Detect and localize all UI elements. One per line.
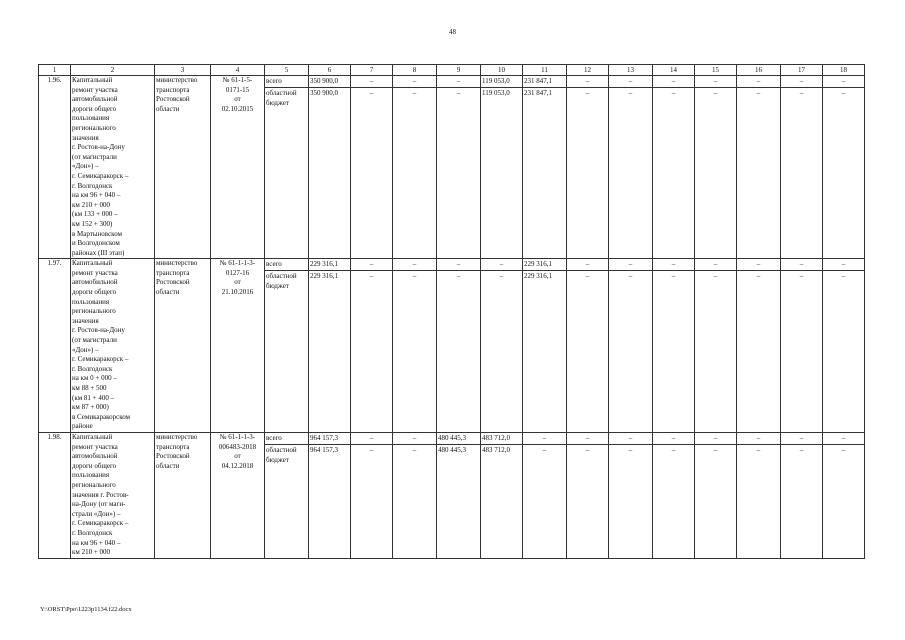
amount-cell — [653, 259, 695, 433]
amount-cell — [351, 259, 393, 433]
amount-value: – — [393, 259, 436, 271]
amount-value: – — [781, 433, 822, 445]
amount-cell — [481, 432, 523, 558]
amount-value: – — [823, 433, 864, 445]
responsible-organization — [155, 259, 211, 433]
amount-value: – — [351, 259, 392, 271]
desc-line: регионального — [72, 480, 116, 489]
amount-value: – — [695, 76, 736, 88]
amount-cell — [481, 76, 523, 259]
desc-line: «Дон») – — [72, 162, 99, 171]
amount-value: – — [628, 89, 633, 97]
amount-value: – — [671, 272, 676, 281]
org-line: министерство — [156, 432, 198, 441]
amount-value: – — [542, 445, 547, 454]
doc-line: № 61-1-1-3- — [219, 432, 256, 441]
table-row — [39, 76, 865, 259]
amount-cell — [695, 76, 737, 259]
amount-value: – — [841, 445, 846, 454]
amount-value: – — [585, 445, 590, 454]
amount-value: – — [737, 76, 780, 88]
amount-cell — [823, 432, 865, 558]
amount-value: 119 053,0 — [482, 89, 510, 97]
amount-value: – — [671, 445, 676, 454]
desc-line: и Волгодонском — [72, 239, 120, 248]
funding-source-label: всего — [265, 76, 308, 88]
funding-source-label: всего — [265, 433, 308, 445]
amount-cell — [695, 432, 737, 558]
column-header: 9 — [437, 65, 481, 76]
document-reference — [211, 259, 265, 433]
desc-line: г. Семикаракорск – — [72, 171, 129, 180]
amount-value: – — [799, 272, 804, 281]
amount-value: – — [351, 76, 392, 88]
column-header: 7 — [351, 65, 393, 76]
desc-line: дороги общего — [72, 288, 117, 297]
amount-cell — [523, 76, 567, 259]
desc-line: в Мартыновском — [72, 229, 123, 238]
amount-value: – — [567, 76, 608, 88]
amount-cell — [567, 259, 609, 433]
doc-line: от — [234, 278, 241, 287]
column-header: 2 — [71, 65, 155, 76]
desc-line: г. Волгодонск — [72, 528, 113, 537]
desc-line: г. Ростов-на-Дону — [72, 326, 125, 335]
org-line: транспорта — [156, 268, 190, 277]
amount-value: 119 053,0 — [481, 76, 522, 88]
amount-cell — [393, 432, 437, 558]
amount-value: – — [567, 259, 608, 271]
desc-line: на км 0 + 000 – — [72, 374, 117, 383]
amount-value: – — [781, 259, 822, 271]
amount-value: – — [737, 259, 780, 271]
document-reference — [211, 432, 265, 558]
amount-cell — [437, 76, 481, 259]
desc-line: автомобильной — [72, 278, 118, 287]
amount-value: – — [437, 259, 480, 271]
page-number: 48 — [449, 28, 456, 36]
amount-cell — [737, 76, 781, 259]
desc-line: (от магистрали — [72, 336, 117, 345]
amount-cell — [393, 259, 437, 433]
table-body — [39, 76, 865, 559]
column-header: 12 — [567, 65, 609, 76]
amount-value: – — [609, 259, 652, 271]
amount-value: – — [713, 89, 718, 97]
file-path-footer: Y:\ORST\Ppo\1223p1134.f22.docx — [40, 606, 132, 613]
desc-line: «Дон») – — [72, 345, 99, 354]
amount-value: 231 847,1 — [523, 76, 566, 88]
amount-cell — [567, 76, 609, 259]
amount-cell — [523, 259, 567, 433]
amount-value: – — [841, 272, 846, 281]
row-number: 1.98. — [39, 432, 71, 558]
org-line: Ростовской — [156, 278, 190, 287]
amount-value: 229 316,1 — [310, 272, 338, 281]
desc-line: г. Семикаракорск – — [72, 519, 129, 528]
amount-cell — [309, 76, 351, 259]
amount-value: – — [499, 272, 504, 281]
amount-cell — [781, 432, 823, 558]
object-description — [71, 76, 155, 259]
amount-value: – — [567, 433, 608, 445]
desc-line: дороги общего — [72, 104, 117, 113]
desc-line: страли «Дон») – — [72, 509, 121, 518]
org-line: министерство — [156, 76, 198, 84]
desc-line: Капитальный — [72, 432, 113, 441]
amount-value: – — [456, 89, 461, 97]
object-description — [71, 432, 155, 558]
responsible-organization — [155, 76, 211, 259]
org-line: области — [156, 461, 180, 470]
amount-value: 964 157,3 — [309, 433, 350, 445]
amount-cell — [567, 432, 609, 558]
amount-value: – — [369, 445, 374, 454]
amount-value: – — [695, 259, 736, 271]
desc-line: Капитальный — [72, 259, 113, 268]
org-line: министерство — [156, 259, 198, 268]
amount-value: – — [781, 76, 822, 88]
funding-source-label: всего — [265, 259, 308, 271]
org-line: Ростовской — [156, 452, 190, 461]
row-number: 1.96. — [39, 76, 71, 259]
desc-line: (км 133 + 000 – — [72, 210, 118, 219]
amount-value: – — [628, 272, 633, 281]
desc-line: км 87 + 000) — [72, 403, 109, 412]
funding-source-label: областной бюджет — [266, 89, 297, 107]
doc-line: от — [234, 452, 241, 461]
doc-line: 21.10.2016 — [221, 288, 254, 297]
amount-cell — [737, 432, 781, 558]
amount-value: – — [671, 89, 676, 97]
amount-value: – — [437, 76, 480, 88]
doc-line: 02.10.2015 — [221, 104, 254, 113]
amount-cell — [653, 432, 695, 558]
desc-line: пользования — [72, 471, 110, 480]
column-header: 16 — [737, 65, 781, 76]
amount-value: – — [756, 445, 761, 454]
amount-value: – — [369, 272, 374, 281]
amount-cell — [437, 432, 481, 558]
desc-line: автомобильной — [72, 95, 118, 104]
amount-cell — [481, 259, 523, 433]
column-header: 11 — [523, 65, 567, 76]
column-header: 5 — [265, 65, 309, 76]
column-header: 18 — [823, 65, 865, 76]
amount-cell — [781, 259, 823, 433]
amount-cell — [823, 259, 865, 433]
amount-value: 964 157,3 — [310, 445, 338, 454]
funding-source — [265, 76, 309, 259]
amount-value: – — [841, 89, 846, 97]
desc-line: км 210 + 000 — [72, 200, 111, 209]
amount-value: 350 900,0 — [309, 76, 350, 88]
amount-cell — [309, 259, 351, 433]
amount-value: – — [756, 272, 761, 281]
column-header: 4 — [211, 65, 265, 76]
amount-cell — [393, 76, 437, 259]
amount-value: 480 445,3 — [438, 445, 466, 454]
desc-line: на-Дону (от маги- — [72, 500, 126, 509]
doc-line: 006483-2018 — [218, 442, 257, 451]
desc-line: автомобильной — [72, 452, 118, 461]
org-line: области — [156, 104, 180, 113]
amount-value: 229 316,1 — [524, 272, 552, 281]
amount-cell — [351, 76, 393, 259]
org-line: Ростовской — [156, 95, 190, 104]
amount-value: – — [393, 76, 436, 88]
desc-line: (км 81 + 400 – — [72, 393, 115, 402]
column-header: 1 — [39, 65, 71, 76]
desc-line: на км 96 + 040 – — [72, 538, 121, 547]
column-header: 8 — [393, 65, 437, 76]
doc-line: 04.12.2018 — [221, 461, 254, 470]
funding-source-label: областной бюджет — [266, 272, 297, 291]
desc-line: районах (III этап) — [72, 248, 125, 257]
column-header: 3 — [155, 65, 211, 76]
desc-line: (от магистрали — [72, 152, 117, 161]
budget-table — [38, 64, 865, 559]
amount-value: – — [585, 272, 590, 281]
amount-value: – — [393, 433, 436, 445]
amount-cell — [437, 259, 481, 433]
desc-line: пользования — [72, 114, 110, 123]
amount-value: – — [351, 433, 392, 445]
amount-value: – — [412, 89, 417, 97]
desc-line: значения — [72, 316, 99, 325]
doc-line: от — [234, 95, 241, 104]
row-number: 1.97. — [39, 259, 71, 433]
desc-line: значения г. Ростов- — [72, 490, 129, 499]
amount-cell — [609, 259, 653, 433]
amount-value: – — [369, 89, 374, 97]
funding-source — [265, 259, 309, 433]
org-line: области — [156, 288, 180, 297]
amount-value: – — [823, 259, 864, 271]
amount-value: – — [713, 445, 718, 454]
column-number-row — [39, 65, 865, 76]
funding-source — [265, 432, 309, 558]
amount-value: – — [412, 445, 417, 454]
desc-line: г. Ростов-на-Дону — [72, 143, 125, 152]
column-header: 10 — [481, 65, 523, 76]
amount-cell — [309, 432, 351, 558]
amount-value: 229 316,1 — [309, 259, 350, 271]
amount-cell — [695, 259, 737, 433]
desc-line: пользования — [72, 297, 110, 306]
amount-cell — [523, 432, 567, 558]
amount-value: – — [653, 259, 694, 271]
desc-line: г. Волгодонск — [72, 181, 113, 190]
amount-value: – — [756, 89, 761, 97]
amount-value: – — [585, 89, 590, 97]
doc-line: № 61-1-5- — [222, 76, 253, 84]
desc-line: регионального — [72, 123, 116, 132]
object-description — [71, 259, 155, 433]
amount-cell — [351, 432, 393, 558]
desc-line: значения — [72, 133, 99, 142]
amount-cell — [781, 76, 823, 259]
amount-cell — [823, 76, 865, 259]
amount-value: – — [456, 272, 461, 281]
desc-line: км 210 + 000 — [72, 548, 111, 557]
amount-value: – — [653, 433, 694, 445]
amount-value: – — [799, 445, 804, 454]
document-reference — [211, 76, 265, 259]
amount-value: – — [713, 272, 718, 281]
amount-value: 350 900,0 — [310, 89, 338, 97]
amount-cell — [737, 259, 781, 433]
column-header: 17 — [781, 65, 823, 76]
amount-value: 483 712,0 — [481, 433, 522, 445]
funding-source-label: областной бюджет — [266, 445, 297, 464]
org-line: транспорта — [156, 442, 190, 451]
amount-value: – — [523, 433, 566, 445]
table-row — [39, 259, 865, 433]
desc-line: км 152 + 300) — [72, 219, 113, 228]
amount-value: – — [609, 433, 652, 445]
column-header: 13 — [609, 65, 653, 76]
amount-cell — [609, 76, 653, 259]
responsible-organization — [155, 432, 211, 558]
amount-value: – — [653, 76, 694, 88]
column-header: 6 — [309, 65, 351, 76]
desc-line: в Семикаракорском — [72, 412, 131, 421]
column-header: 14 — [653, 65, 695, 76]
doc-line: 0127-16 — [225, 268, 250, 277]
desc-line: на км 96 + 040 – — [72, 191, 121, 200]
amount-value: 483 712,0 — [482, 445, 510, 454]
column-header: 15 — [695, 65, 737, 76]
desc-line: ремонт участка — [72, 85, 118, 94]
desc-line: дороги общего — [72, 461, 117, 470]
amount-value: 229 316,1 — [523, 259, 566, 271]
amount-value: 480 445,3 — [437, 433, 480, 445]
desc-line: ремонт участка — [72, 442, 118, 451]
desc-line: Капитальный — [72, 76, 113, 84]
amount-cell — [609, 432, 653, 558]
amount-value: – — [628, 445, 633, 454]
org-line: транспорта — [156, 85, 190, 94]
doc-line: № 61-1-1-3- — [219, 259, 256, 268]
amount-value: – — [609, 76, 652, 88]
amount-value: – — [799, 89, 804, 97]
amount-cell — [653, 76, 695, 259]
amount-value: – — [412, 272, 417, 281]
doc-line: 0171-15 — [225, 85, 250, 94]
table-row — [39, 432, 865, 558]
amount-value: – — [695, 433, 736, 445]
amount-value: – — [823, 76, 864, 88]
desc-line: г. Семикаракорск – — [72, 355, 129, 364]
amount-value: 231 847,1 — [524, 89, 552, 97]
desc-line: км 88 + 500 — [72, 384, 107, 392]
desc-line: регионального — [72, 307, 116, 316]
desc-line: районе — [72, 422, 93, 431]
desc-line: г. Волгодонск — [72, 364, 113, 373]
desc-line: ремонт участка — [72, 268, 118, 277]
amount-value: – — [737, 433, 780, 445]
amount-value: – — [481, 259, 522, 271]
